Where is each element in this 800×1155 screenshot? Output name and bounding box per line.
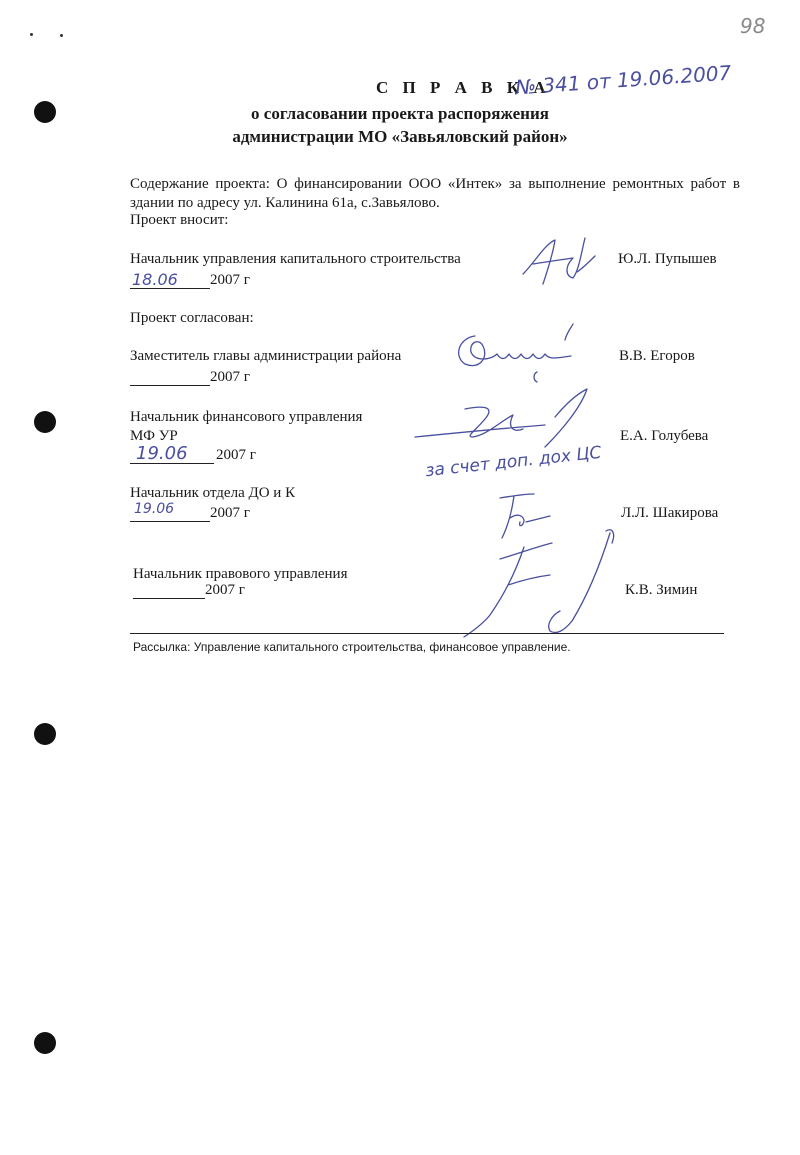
binder-hole [34, 723, 56, 745]
document-subtitle-line2: администрации МО «Завьяловский район» [232, 127, 568, 146]
signature-pupyshev [515, 232, 605, 292]
date-blank-line [130, 272, 210, 289]
approver-position: Начальник правового управления [133, 566, 348, 582]
date-year: 2007 г [205, 582, 245, 598]
date-blank-line [133, 582, 205, 599]
approver-date-row [130, 443, 256, 464]
approver-position: Начальник отдела ДО и К [130, 485, 296, 501]
approver-name: Л.Л. Шакирова [621, 505, 719, 521]
scan-speck [30, 33, 33, 36]
binder-hole [34, 411, 56, 433]
corner-page-number: 98 [740, 14, 766, 38]
approver-name: К.В. Зимин [625, 582, 698, 598]
submitter-name: Ю.Л. Пупышев [618, 251, 717, 267]
approver-date-row [130, 369, 250, 386]
footer-divider [130, 633, 724, 634]
submitter-position: Начальник управления капитального строительства [130, 251, 461, 267]
approver-name: В.В. Егоров [619, 348, 695, 364]
handwritten-reference-number: № 341 от 19.06.2007 [514, 60, 733, 100]
date-year: 2007 г [210, 369, 250, 385]
date-blank-line [130, 443, 214, 464]
signature-egorov [445, 320, 585, 385]
project-content-text: Содержание проекта: О финансировании ООО «Интек» за выполнение ремонтных работ в здании по адресу ул. Калинина 61а, с.Завьялово. [130, 176, 740, 211]
handwritten-date: 19.06 [134, 501, 175, 517]
date-blank-line [130, 369, 210, 386]
approver-position: Заместитель главы администрации района [130, 348, 402, 364]
handwritten-note: за счет доп. дох ЦС [424, 442, 603, 482]
submitted-by-label: Проект вносит: [130, 212, 229, 228]
approver-date-row [133, 582, 245, 599]
date-year: 2007 г [210, 272, 250, 288]
binder-hole [34, 1032, 56, 1054]
approver-name: Е.А. Голубева [620, 428, 709, 444]
handwritten-date: 19.06 [136, 443, 188, 464]
scan-speck [60, 34, 63, 37]
date-blank-line [130, 501, 210, 522]
date-year: 2007 г [216, 447, 256, 463]
submitter-date-row [130, 272, 250, 289]
handwritten-date: 18.06 [132, 270, 178, 289]
signature-zimin [460, 525, 630, 645]
approver-position-secondary: МФ УР [130, 428, 178, 444]
distribution-list: Рассылка: Управление капитального строительства, финансовое управление. [133, 640, 571, 654]
document-title: С П Р А В К А [376, 78, 551, 97]
approver-date-row [130, 501, 250, 522]
approver-position: Начальник финансового управления [130, 409, 363, 425]
date-year: 2007 г [210, 505, 250, 521]
approved-label: Проект согласован: [130, 310, 254, 326]
document-subtitle-line1: о согласовании проекта распоряжения [251, 104, 549, 123]
